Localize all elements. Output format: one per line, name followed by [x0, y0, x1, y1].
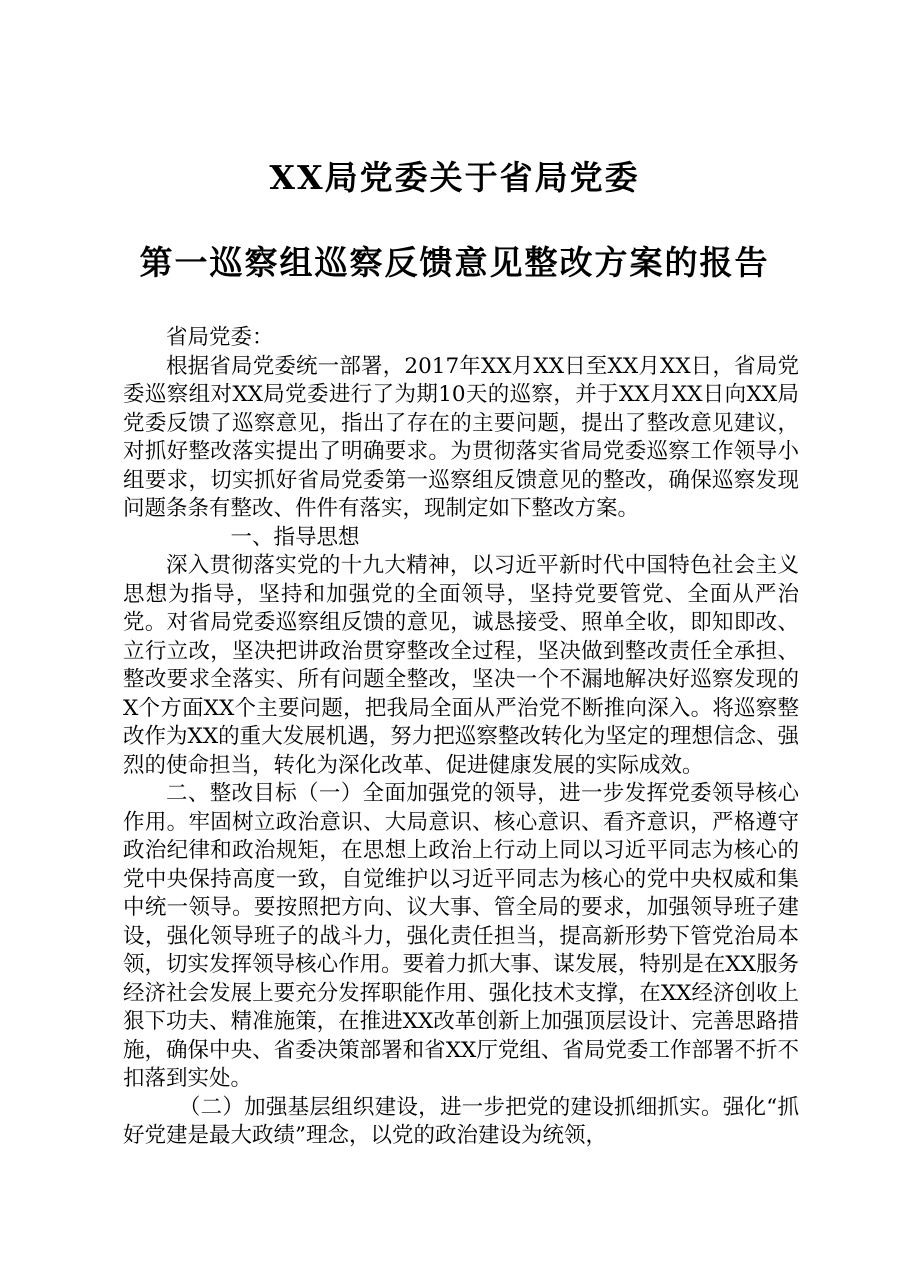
document-title-line-2: 第一巡察组巡察反馈意见整改方案的报告 [139, 243, 770, 282]
paragraph-rectification-goals: 二、整改目标（一）全面加强党的领导，进一步发挥党委领导核心作用。牢固树立政治意识、大局意识、核心意识、看齐意识，严格遵守政治纪律和政治规矩，在思想上政治上行动上同以习近平同志为核心的党中央保持高度一致，自觉维护以习近平同志为核心的党中央权威和集中统一领导。要按照把方向、议大事、管全局的要求，加强领导班子建设，强化领导班子的战斗力，强化责任担当，提高新形势下管党治局本领，切实发挥领导核心作用。要着力抓大事、谋发展，特别是在XX服务经济社会发展上要充分发挥职能作用、强化技术支撑，在XX经济创收上狠下功夫、精准施策，在推进XX改革创新上加强顶层设计、完善思路措施，确保中央、省委决策部署和省XX厅党组、省局党委工作部署不折不扣落到实处。 [123, 781, 799, 1091]
section-heading-guiding-thought: 一、指导思想 [230, 524, 360, 550]
paragraph-grassroots-organization: （二）加强基层组织建设，进一步把党的建设抓细抓实。强化“抓好党建是最大政绩”理念，以党的政治建设为统领， [123, 1094, 799, 1148]
paragraph-guiding-thought: 深入贯彻落实党的十九大精神，以习近平新时代中国特色社会主义思想为指导，坚持和加强党的全面领导，坚持党要管党、全面从严治党。对省局党委巡察组反馈的意见，诚恳接受、照单全收，即知即改、立行立改，坚决把讲政治贯穿整改全过程，坚决做到整改责任全承担、整改要求全落实、所有问题全整改，坚决一个不漏地解决好巡察发现的X个方面XX个主要问题，把我局全面从严治党不断推向深入。将巡察整改作为XX的重大发展机遇，努力把巡察整改转化为坚定的理想信念、强烈的使命担当，转化为深化改革、促进健康发展的实际成效。 [123, 553, 799, 778]
paragraph-intro: 根据省局党委统一部署，2017年XX月XX日至XX月XX日，省局党委巡察组对XX局党委进行了为期10天的巡察，并于XX月XX日向XX局党委反馈了巡察意见，指出了存在的主要问题，提出了整改意见建议，对抓好整改落实提出了明确要求。为贯彻落实省局党委巡察工作领导小组要求，切实抓好省局党委第一巡察组反馈意见的整改，确保巡察发现问题条条有整改、件件有落实，现制定如下整改方案。 [123, 353, 799, 521]
salutation: 省局党委： [166, 325, 274, 350]
document-body [123, 324, 799, 1151]
document-title-line-1: XX局党委关于省局党委 [269, 158, 640, 197]
